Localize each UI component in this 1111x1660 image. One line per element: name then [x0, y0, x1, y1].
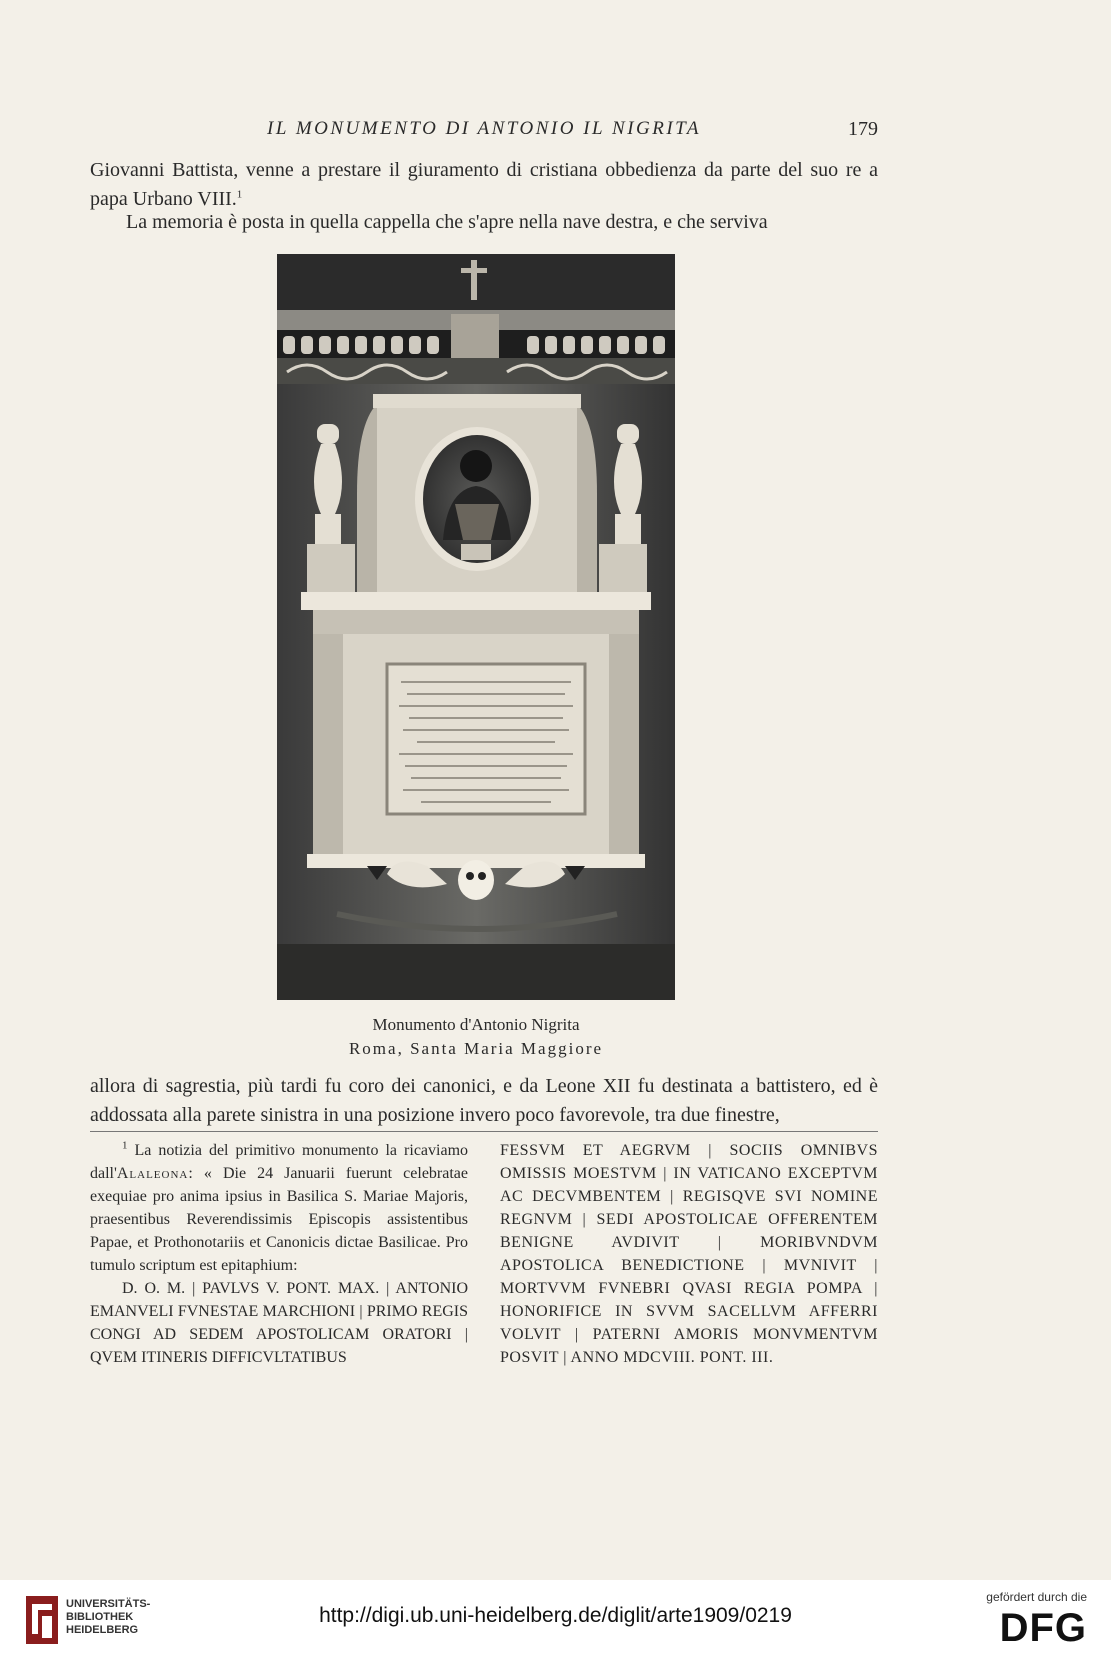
monument-photograph: [277, 254, 675, 1000]
page-number: 179: [848, 118, 878, 140]
footnote-left-column: [90, 1139, 468, 1369]
footnote-text-after: : « Die 24 Januarii fuerunt celebratae exequiae pro anima ipsius in Basilica S. Mariae Majoris, praesentibus Reverendissimis Episcopis assistentibus Papae, et Prothonotariis et Canonicis dictae Basilicae. Pro tumulo scriptum est epitaphium:: [90, 1165, 468, 1274]
footnote-separator: [90, 1131, 878, 1132]
footnote-text-before: La notizia del primitivo monumento la ricaviamo dall': [90, 1142, 469, 1182]
body-paragraph-1-text: Giovanni Battista, venne a prestare il giuramento di cristiana obbedienza da parte del suo re a papa Urbano VIII.: [90, 159, 878, 210]
monument-illustration: [277, 254, 675, 1000]
digitization-footer: [0, 1580, 1111, 1660]
digital-source-url[interactable]: http://digi.ub.uni-heidelberg.de/diglit/arte1909/0219: [319, 1604, 792, 1627]
footnote-reference: 1: [236, 188, 243, 201]
footnote-source-name: Alaleona: [116, 1165, 189, 1182]
footnote-right-column: [500, 1139, 878, 1369]
library-name-line-1: UNIVERSITÄTS-: [66, 1598, 151, 1610]
body-paragraph-1: [90, 156, 878, 214]
running-title: IL MONUMENTO DI ANTONIO IL NIGRITA: [267, 118, 701, 139]
footnote-epitaph-start: D. O. M. | PAVLVS V. PONT. MAX. | ANTONIO EMANVELI FVNESTAE MARCHIONI | PRIMO REGIS CONGI AD SEDEM APOSTOLICAM ORATORI | QVEM ITINERIS DIFFICVLTATIBUS: [90, 1280, 468, 1366]
footnote-marker: 1: [122, 1139, 128, 1152]
library-name-line-3: HEIDELBERG: [66, 1624, 139, 1636]
footnote-intro: [90, 1139, 468, 1277]
library-name-line-2: BIBLIOTHEK: [66, 1611, 134, 1623]
figure-caption: [277, 1013, 675, 1061]
funded-by-text: gefördert durch die: [986, 1590, 1087, 1604]
footnote-epitaph-end: FESSVM ET AEGRVM | SOCIIS OMNIBVS OMISSIS MOESTVM | IN VATICANO EXCEPTVM AC DECVMBENTEM | REGISQVE SVI NOMINE REGNVM | SEDI APOSTOLICAE OFFERENTEM BENIGNE AVDIVIT | MORIBVNDVM APOSTOLICA BENEDICTIONE | MVNIVIT | MORTVVM FVNEBRI QVASI REGIA POMPA | HONORIFICE IN SVVM SACELLVM AFFERRI VOLVIT | PATERNI AMORIS MONVMENTVM POSVIT | ANNO MDCVIII. PONT. III.: [500, 1142, 878, 1366]
body-paragraph-2: La memoria è posta in quella cappella che s'apre nella nave destra, e che serviva: [126, 211, 768, 233]
running-header: [90, 118, 878, 142]
body-paragraph-3: allora di sagrestia, più tardi fu coro dei canonici, e da Leone XII fu destinata a battistero, ed è addossata alla parete sinistra in una posizione invero poco favorevole, tra due finestre,: [90, 1075, 878, 1126]
caption-location: Roma, Santa Maria Maggiore: [348, 1039, 604, 1058]
caption-title: Monumento d'Antonio Nigrita: [372, 1015, 580, 1034]
dfg-logo: DFG: [999, 1606, 1087, 1650]
